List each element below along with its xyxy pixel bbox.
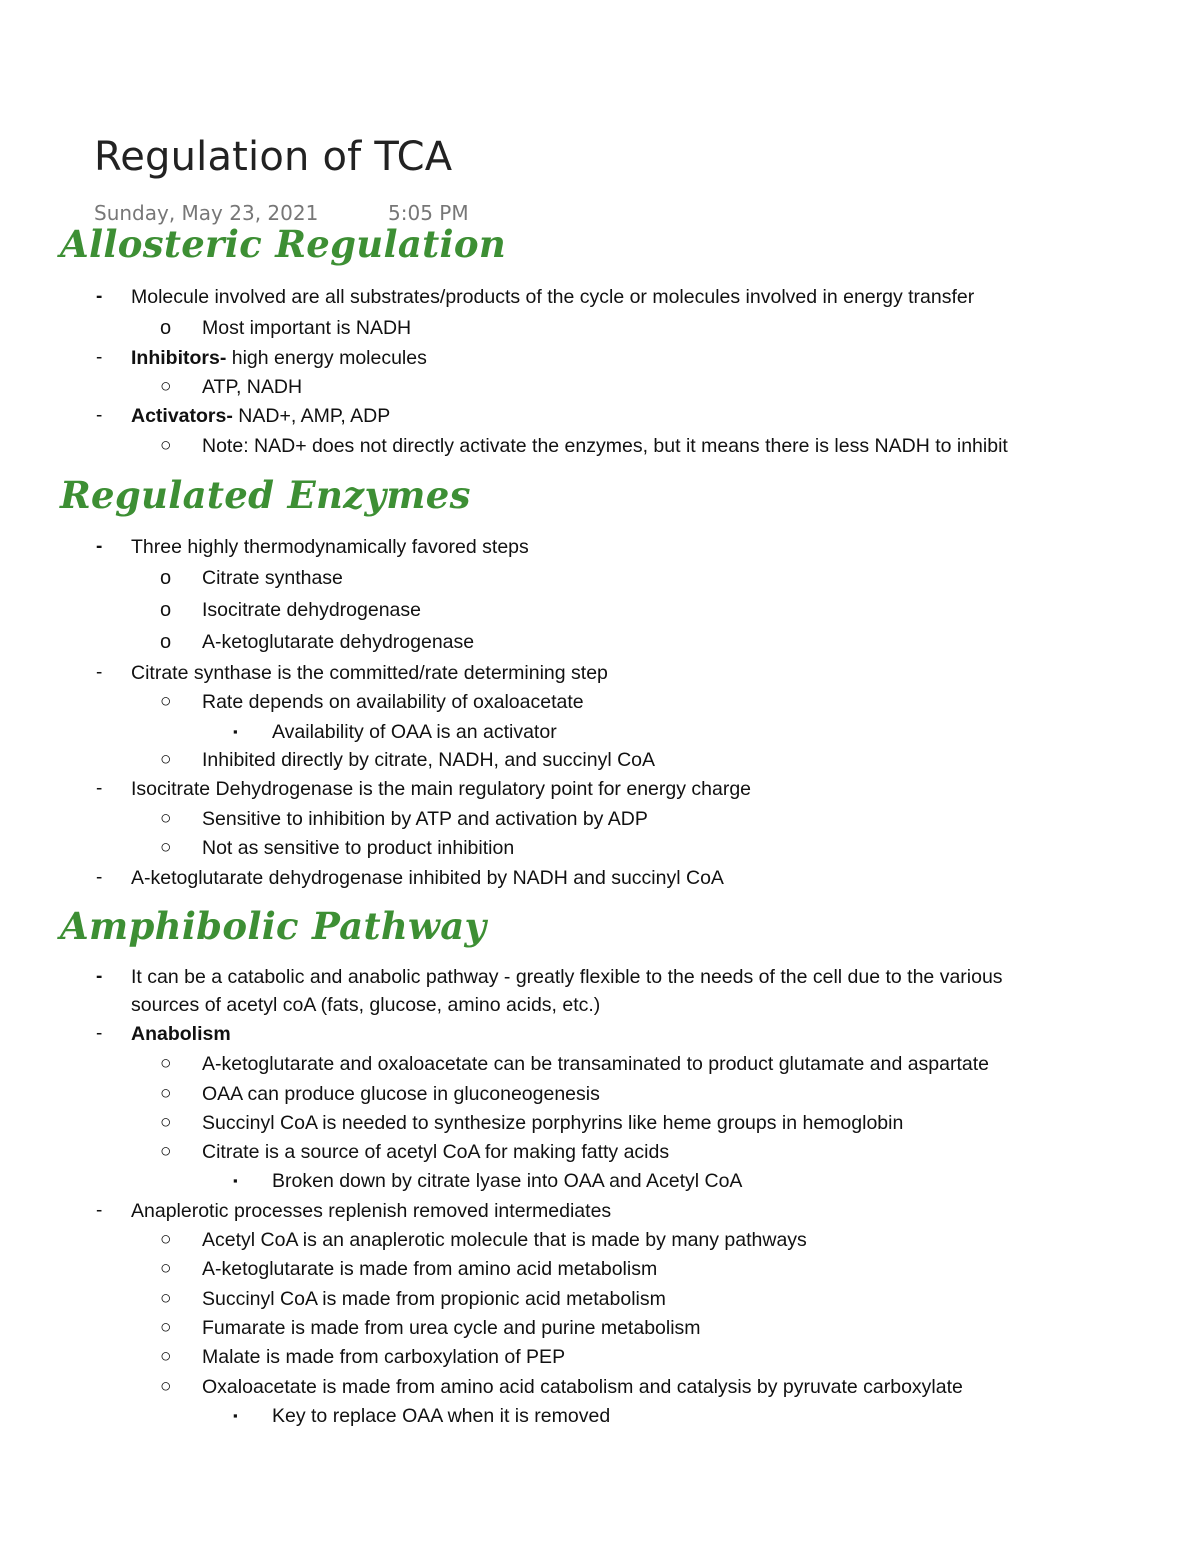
- list-item: Oxaloacetate is made from amino acid catabolism and catalysis by pyruvate carboxylate: [202, 1376, 963, 1398]
- section-heading-enzymes: Regulated Enzymes: [60, 473, 471, 517]
- list-item: Key to replace OAA when it is removed: [272, 1405, 611, 1427]
- list-item: Availability of OAA is an activator: [272, 721, 557, 743]
- bullet-square: ▪: [233, 1173, 238, 1188]
- list-item: Molecule involved are all substrates/products of the cycle or molecules involved in energy transfer: [131, 286, 975, 308]
- list-item: A-ketoglutarate is made from amino acid metabolism: [202, 1258, 658, 1280]
- list-item: Malate is made from carboxylation of PEP: [202, 1346, 566, 1368]
- bullet-circle: o: [160, 567, 172, 589]
- list-item: [131, 344, 427, 372]
- list-item: It can be a catabolic and anabolic pathway - greatly flexible to the needs of the cell due to the various: [131, 966, 1003, 988]
- bullet-dash: -: [96, 1200, 103, 1221]
- list-item: Rate depends on availability of oxaloacetate: [202, 691, 584, 713]
- bullet-square: ▪: [233, 724, 238, 739]
- list-item: Three highly thermodynamically favored steps: [131, 536, 529, 558]
- bullet-small-circle: ○: [160, 1053, 172, 1074]
- list-item: Succinyl CoA is needed to synthesize porphyrins like heme groups in hemoglobin: [202, 1112, 904, 1134]
- list-item: A-ketoglutarate dehydrogenase inhibited by NADH and succinyl CoA: [131, 867, 724, 889]
- bullet-dash: -: [96, 778, 103, 799]
- bullet-small-circle: ○: [160, 1288, 172, 1309]
- bullet-small-circle: ○: [160, 1141, 172, 1162]
- list-item: Citrate is a source of acetyl CoA for making fatty acids: [202, 1141, 670, 1163]
- list-item: A-ketoglutarate and oxaloacetate can be transaminated to product glutamate and aspartate: [202, 1053, 990, 1075]
- bullet-dash: -: [96, 966, 103, 987]
- page-date: Sunday, May 23, 2021: [94, 201, 319, 225]
- list-item: Succinyl CoA is made from propionic acid metabolism: [202, 1288, 666, 1310]
- bullet-circle: o: [160, 317, 172, 339]
- activators-label: Activators-: [131, 405, 233, 427]
- page-time: 5:05 PM: [388, 201, 469, 225]
- bullet-circle: o: [160, 631, 172, 653]
- list-item: Anaplerotic processes replenish removed intermediates: [131, 1200, 612, 1222]
- bullet-small-circle: ○: [160, 1083, 172, 1104]
- bullet-dash: -: [96, 286, 103, 307]
- bullet-small-circle: ○: [160, 808, 172, 829]
- list-item: Citrate synthase: [202, 567, 343, 589]
- bullet-small-circle: ○: [160, 837, 172, 858]
- bullet-small-circle: ○: [160, 1346, 172, 1367]
- list-item: Acetyl CoA is an anaplerotic molecule that is made by many pathways: [202, 1229, 807, 1251]
- bullet-small-circle: ○: [160, 1258, 172, 1279]
- list-item: A-ketoglutarate dehydrogenase: [202, 631, 475, 653]
- list-item: [131, 402, 390, 430]
- inhibitors-label: Inhibitors-: [131, 347, 227, 369]
- bullet-square: ▪: [233, 1408, 238, 1423]
- list-item: Citrate synthase is the committed/rate determining step: [131, 662, 608, 684]
- list-item: Isocitrate Dehydrogenase is the main regulatory point for energy charge: [131, 778, 752, 800]
- bullet-small-circle: ○: [160, 435, 172, 456]
- inhibitors-text: high energy molecules: [226, 347, 427, 369]
- list-item: Most important is NADH: [202, 317, 412, 339]
- list-item: Sensitive to inhibition by ATP and activation by ADP: [202, 808, 648, 830]
- list-item: Fumarate is made from urea cycle and purine metabolism: [202, 1317, 701, 1339]
- bullet-dash: -: [96, 1023, 103, 1044]
- list-item: ATP, NADH: [202, 376, 303, 398]
- bullet-dash: -: [96, 662, 103, 683]
- bullet-dash: -: [96, 867, 103, 888]
- list-item: Anabolism: [131, 1023, 231, 1045]
- list-item-continuation: sources of acetyl coA (fats, glucose, amino acids, etc.): [131, 994, 601, 1016]
- bullet-small-circle: ○: [160, 1317, 172, 1338]
- list-item: OAA can produce glucose in gluconeogenesis: [202, 1083, 600, 1105]
- bullet-small-circle: ○: [160, 1112, 172, 1133]
- bullet-small-circle: ○: [160, 376, 172, 397]
- list-item: Isocitrate dehydrogenase: [202, 599, 421, 621]
- page-title: Regulation of TCA: [94, 134, 453, 180]
- section-heading-allosteric: Allosteric Regulation: [60, 222, 507, 266]
- bullet-small-circle: ○: [160, 691, 172, 712]
- bullet-circle: o: [160, 599, 172, 621]
- bullet-small-circle: ○: [160, 1229, 172, 1250]
- section-heading-amphibolic: Amphibolic Pathway: [60, 904, 487, 948]
- activators-text: NAD+, AMP, ADP: [232, 405, 391, 427]
- bullet-small-circle: ○: [160, 1376, 172, 1397]
- list-item: Note: NAD+ does not directly activate the enzymes, but it means there is less NADH to inhibit: [202, 435, 1008, 457]
- list-item: Not as sensitive to product inhibition: [202, 837, 515, 859]
- bullet-dash: -: [96, 405, 103, 426]
- list-item: Inhibited directly by citrate, NADH, and succinyl CoA: [202, 749, 656, 771]
- bullet-small-circle: ○: [160, 749, 172, 770]
- bullet-dash: -: [96, 347, 103, 368]
- list-item: Broken down by citrate lyase into OAA and Acetyl CoA: [272, 1170, 743, 1192]
- bullet-dash: -: [96, 536, 103, 557]
